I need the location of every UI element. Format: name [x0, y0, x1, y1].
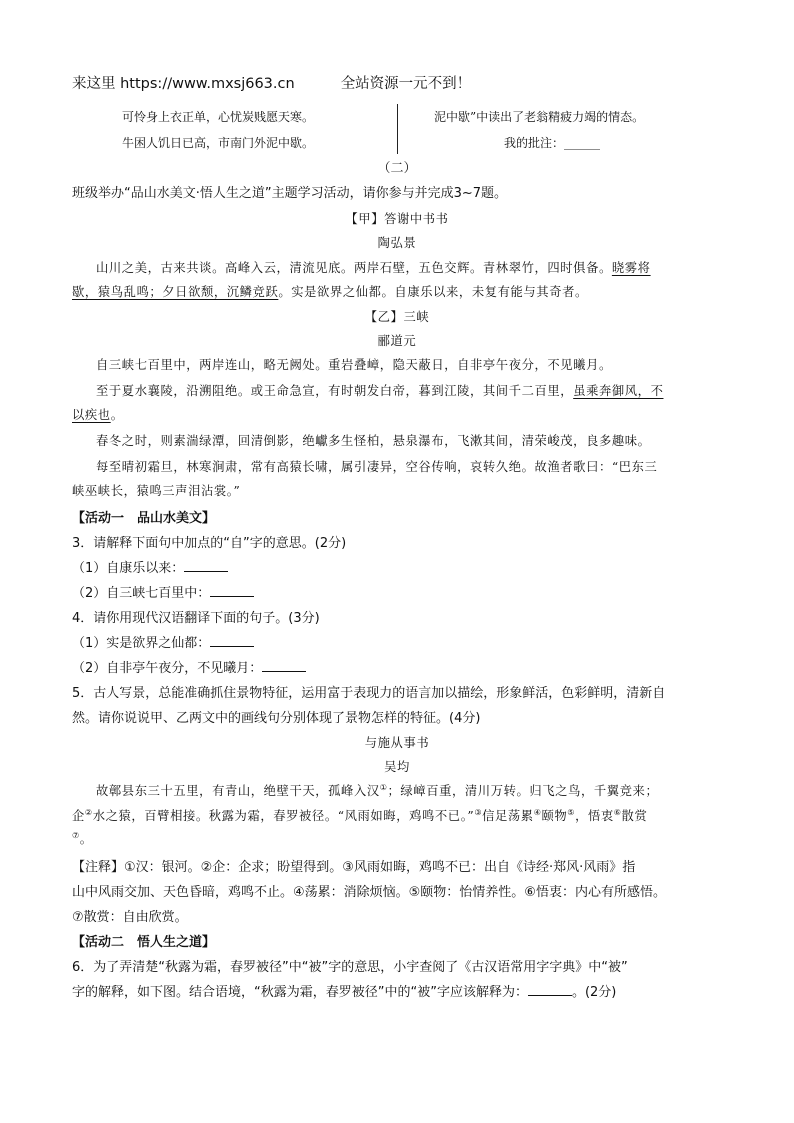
footnote-marker: ⑥ [613, 807, 622, 817]
activity-two-heading: 【活动二 悟人生之道】 [72, 935, 216, 950]
text-shi-segment: 颐物 [541, 809, 568, 823]
answer-blank[interactable] [210, 584, 254, 597]
question-3: 3．请解释下面句中加点的“自”字的意思。(2分) [72, 536, 347, 551]
text-shi-segment: 企 [72, 809, 85, 823]
answer-blank[interactable] [184, 559, 228, 572]
text-shi-segment: 故鄣县东三十五里，有青山，绝壁干天，孤峰入汉 [96, 784, 380, 798]
question-5-line-1: 5．古人写景，总能准确抓住景物特征，运用富于表现力的语言加以描绘，形象鲜活，色彩鲜明，清新自 [72, 686, 666, 701]
question-3-1 [72, 557, 228, 576]
question-6-line-1: 6．为了弄清楚“秋露为霜，春罗被径”中“被”字的意思，小宇查阅了《古汉语常用字字典》中“被” [72, 960, 628, 975]
activity-one-heading: 【活动一 品山水美文】 [72, 511, 216, 526]
text-jia-segment: 。实是欲界之仙都。自康乐以来，未复有能与其奇者。 [278, 285, 588, 299]
text-shi-segment: 信足荡累 [482, 809, 534, 823]
footnote-marker: ③ [474, 807, 483, 817]
question-4-1-text: （1）实是欲界之仙都： [72, 636, 211, 651]
text-yi-p1-line-1: 自三峡七百里中，两岸连山，略无阙处。重岩叠嶂，隐天蔽日，自非亭午夜分，不见曦月。 [96, 358, 612, 372]
text-jia-author: 陶弘景 [377, 236, 417, 250]
text-shi-author: 吴均 [384, 760, 410, 774]
answer-blank[interactable] [528, 983, 572, 996]
text-yi-p3-line-1: 春冬之时，则素湍绿潭，回清倒影，绝巘多生怪柏，悬泉瀑布，飞漱其间，清荣峻茂，良多趣味。 [96, 434, 651, 448]
text-shi-line-2 [72, 806, 647, 824]
section-number: （二） [377, 161, 417, 176]
text-shi-segment: 。 [79, 832, 93, 846]
poem-right-line-1: 泥中歇”中读出了老翁精疲力竭的情态。 [434, 110, 645, 124]
question-4: 4．请你用现代汉语翻译下面的句子。(3分) [72, 611, 320, 626]
question-4-1 [72, 632, 254, 651]
site-url-text: 来这里 https://www.mxsj663.cn [72, 76, 295, 92]
text-yi-segment: 。 [110, 408, 124, 422]
text-jia-segment: 山川之美，古来共谈。高峰入云，清流见底。两岸石壁，五色交辉。青林翠竹，四时俱备。 [96, 261, 612, 275]
notes-line-1: 【注释】①汉：银河。②企：企求；盼望得到。③风雨如晦，鸡鸣不已：出自《诗经·郑风·风雨》指 [72, 860, 636, 875]
text-shi-title: 与施从事书 [364, 736, 430, 750]
text-yi-segment: 至于夏水襄陵，沿溯阻绝。或王命急宣，有时朝发白帝，暮到江陵，其间千二百里， [96, 384, 574, 398]
footnote-marker: ⑤ [567, 807, 576, 817]
answer-blank[interactable] [210, 634, 254, 647]
text-shi-segment: ；绿嶂百重，清川万转。归飞之鸟，千翼竞来； [387, 784, 659, 798]
poem-left-line-1: 可怜身上衣正单，心忧炭贱愿天寒。 [122, 110, 315, 124]
question-6-score: 。(2分) [571, 985, 617, 1000]
question-6-line-2 [72, 981, 616, 1000]
underlined-sentence: 以疾也 [72, 408, 111, 422]
underlined-sentence: 晓雾将 [611, 261, 651, 275]
answer-blank[interactable] [262, 659, 306, 672]
text-shi-segment: 散赏 [621, 809, 648, 823]
site-slogan: 全站资源一元不到！ [340, 76, 472, 92]
text-yi-title: 【乙】三峡 [364, 310, 430, 324]
footnote-marker: ② [84, 807, 93, 817]
text-shi-line-1 [96, 781, 658, 799]
activity-intro: 班级举办“品山水美文·悟人生之道”主题学习活动，请你参与并完成3~7题。 [72, 186, 508, 201]
footnote-marker: ④ [533, 807, 542, 817]
underlined-sentence: 虽乘奔御风，不 [573, 384, 664, 398]
footnote-marker: ① [379, 782, 388, 792]
text-jia-line-2 [72, 282, 588, 300]
text-yi-p4-line-1: 每至晴初霜旦，林寒涧肃，常有高猿长啸，属引凄异，空谷传响，哀转久绝。故渔者歌曰：“巴东三 [96, 460, 658, 474]
footnote-marker: ⑦ [72, 830, 80, 840]
text-jia-title: 【甲】答谢中书书 [345, 212, 449, 226]
text-jia-line-1 [96, 258, 651, 276]
text-shi-segment: ，悟衷 [575, 809, 614, 823]
notes-line-3: ⑦散赏：自由欣赏。 [72, 910, 188, 925]
notes-line-2: 山中风雨交加、天色昏暗，鸡鸣不止。④荡累：消除烦恼。⑤颐物：怡情养性。⑥悟衷：内心有所感悟。 [72, 885, 666, 900]
question-4-2 [72, 657, 306, 676]
question-3-1-text: （1）自康乐以来： [72, 561, 185, 576]
poem-left-line-2: 牛困人饥日已高，市南门外泥中歇。 [122, 136, 315, 150]
text-shi-line-3 [72, 829, 93, 847]
site-header [72, 72, 471, 93]
question-6-text: 字的解释，如下图。结合语境，“秋露为霜，春罗被径”中的“被”字应该解释为： [72, 985, 528, 1000]
text-shi-segment: 水之猿，百臂相接。秋露为霜，春罗被径。“风雨如晦，鸡鸣不已。” [92, 809, 475, 823]
underlined-sentence: 歇，猿鸟乱鸣；夕日欲颓，沉鳞竞跃 [72, 285, 279, 299]
text-yi-p4-line-2: 峡巫峡长，猿鸣三声泪沾裳。” [72, 484, 241, 498]
text-yi-p2-line-2 [72, 405, 124, 423]
poem-divider [397, 104, 398, 154]
question-3-2-text: （2）自三峡七百里中： [72, 586, 211, 601]
question-5-line-2: 然。请你说说甲、乙两文中的画线句分别体现了景物怎样的特征。(4分) [72, 711, 481, 726]
text-yi-p2-line-1 [96, 381, 663, 399]
text-yi-author: 郦道元 [377, 334, 417, 348]
poem-annotation-prompt: 我的批注：______ [504, 136, 601, 150]
question-4-2-text: （2）自非亭午夜分，不见曦月： [72, 661, 263, 676]
question-3-2 [72, 582, 254, 601]
